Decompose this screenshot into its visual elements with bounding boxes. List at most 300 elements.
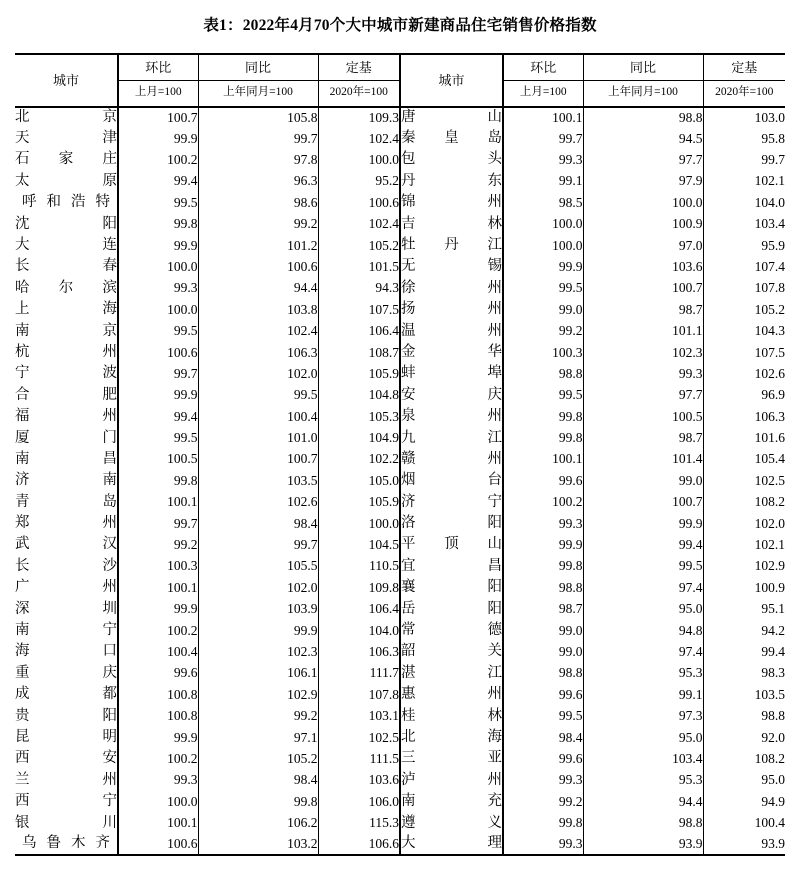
value-hb-right: 99.2	[503, 791, 583, 812]
value-tb-right: 98.7	[583, 299, 703, 320]
city-name-left: 大连	[15, 237, 117, 254]
value-hb-left: 100.6	[118, 342, 198, 363]
value-tb-left: 99.8	[198, 791, 318, 812]
value-db-left: 109.8	[318, 577, 400, 598]
city-name-left: 石家庄	[15, 151, 117, 168]
value-tb-right: 98.8	[583, 812, 703, 833]
city-name-right: 遵义	[401, 814, 502, 831]
value-tb-left: 103.9	[198, 599, 318, 620]
value-db-right: 104.3	[703, 321, 785, 342]
header-group-db-right: 定基	[703, 54, 785, 81]
value-tb-right: 103.6	[583, 256, 703, 277]
header-basis-db-right: 2020年=100	[703, 80, 785, 107]
value-db-right: 95.8	[703, 128, 785, 149]
city-name-left: 济南	[15, 472, 117, 489]
value-hb-right: 99.8	[503, 427, 583, 448]
city-name-right: 扬州	[401, 301, 502, 318]
city-name-right: 平顶山	[401, 536, 502, 553]
value-db-right: 108.2	[703, 748, 785, 769]
value-db-left: 111.5	[318, 748, 400, 769]
value-tb-left: 105.8	[198, 107, 318, 128]
table-row	[15, 748, 785, 769]
value-db-right: 98.8	[703, 706, 785, 727]
value-tb-right: 98.8	[583, 107, 703, 128]
table-row	[15, 727, 785, 748]
value-hb-right: 98.5	[503, 192, 583, 213]
city-name-right: 烟台	[401, 472, 502, 489]
header-group-hb-left: 环比	[118, 54, 198, 81]
city-name-right: 襄阳	[401, 579, 502, 596]
city-name-left: 上海	[15, 301, 117, 318]
value-tb-right: 100.7	[583, 492, 703, 513]
city-name-left: 昆明	[15, 729, 117, 745]
header-city-left: 城市	[15, 54, 118, 107]
value-hb-right: 98.7	[503, 599, 583, 620]
value-tb-left: 102.3	[198, 641, 318, 662]
value-tb-left: 103.5	[198, 470, 318, 491]
table-row	[15, 128, 785, 149]
value-hb-left: 100.0	[118, 791, 198, 812]
value-db-left: 105.2	[318, 235, 400, 256]
city-name-right: 洛阳	[401, 515, 502, 532]
city-name-left: 西安	[15, 750, 117, 767]
city-name-left: 贵阳	[15, 707, 117, 724]
value-hb-left: 99.7	[118, 363, 198, 384]
city-name-right: 徐州	[401, 279, 502, 296]
value-db-left: 102.5	[318, 727, 400, 748]
table-row	[15, 770, 785, 791]
value-tb-left: 105.5	[198, 556, 318, 577]
value-tb-left: 102.9	[198, 684, 318, 705]
value-tb-left: 99.2	[198, 214, 318, 235]
value-hb-right: 99.0	[503, 620, 583, 641]
value-tb-left: 99.7	[198, 534, 318, 555]
value-tb-left: 102.0	[198, 577, 318, 598]
value-db-left: 105.0	[318, 470, 400, 491]
city-name-right: 常德	[401, 622, 502, 639]
city-name-left: 乌鲁木齐	[22, 835, 110, 852]
city-name-right: 泉州	[401, 408, 502, 425]
table-row	[15, 577, 785, 598]
value-hb-left: 100.3	[118, 556, 198, 577]
value-hb-left: 99.9	[118, 128, 198, 149]
city-name-right: 南充	[401, 793, 502, 810]
city-name-left: 沈阳	[15, 215, 117, 232]
value-tb-right: 95.3	[583, 663, 703, 684]
value-db-left: 106.0	[318, 791, 400, 812]
value-db-right: 94.9	[703, 791, 785, 812]
header-basis-hb-left: 上月=100	[118, 80, 198, 107]
value-tb-right: 99.4	[583, 534, 703, 555]
value-hb-left: 99.2	[118, 534, 198, 555]
city-name-right: 大理	[401, 835, 502, 852]
value-hb-left: 99.5	[118, 321, 198, 342]
value-hb-left: 100.0	[118, 299, 198, 320]
value-db-right: 108.2	[703, 492, 785, 513]
city-name-right: 秦皇岛	[401, 130, 502, 147]
value-hb-left: 99.4	[118, 171, 198, 192]
table-row	[15, 620, 785, 641]
value-hb-right: 100.0	[503, 214, 583, 235]
table-row	[15, 385, 785, 406]
value-db-right: 99.4	[703, 641, 785, 662]
value-hb-right: 100.1	[503, 107, 583, 128]
value-hb-right: 99.6	[503, 748, 583, 769]
value-db-right: 95.9	[703, 235, 785, 256]
value-db-left: 104.8	[318, 385, 400, 406]
value-hb-left: 99.3	[118, 278, 198, 299]
value-hb-right: 99.0	[503, 299, 583, 320]
city-name-left: 宁波	[15, 365, 117, 382]
value-db-right: 105.2	[703, 299, 785, 320]
table-body	[15, 107, 785, 856]
value-db-right: 102.1	[703, 534, 785, 555]
value-tb-left: 106.3	[198, 342, 318, 363]
value-db-left: 109.3	[318, 107, 400, 128]
value-tb-left: 100.6	[198, 256, 318, 277]
value-hb-right: 99.6	[503, 470, 583, 491]
value-tb-right: 99.9	[583, 513, 703, 534]
value-db-right: 106.3	[703, 406, 785, 427]
value-db-left: 107.5	[318, 299, 400, 320]
value-hb-right: 99.3	[503, 834, 583, 855]
city-name-left: 南京	[15, 322, 117, 339]
value-hb-right: 99.2	[503, 321, 583, 342]
value-hb-left: 100.2	[118, 620, 198, 641]
value-tb-right: 103.4	[583, 748, 703, 769]
value-db-left: 101.5	[318, 256, 400, 277]
value-hb-left: 100.2	[118, 748, 198, 769]
value-tb-left: 101.0	[198, 427, 318, 448]
value-db-left: 103.1	[318, 706, 400, 727]
city-name-left: 长春	[15, 258, 117, 275]
value-hb-right: 99.8	[503, 812, 583, 833]
table-row	[15, 256, 785, 277]
city-name-right: 金华	[401, 343, 502, 360]
value-hb-left: 99.8	[118, 214, 198, 235]
value-db-left: 105.3	[318, 406, 400, 427]
city-name-right: 泸州	[401, 771, 502, 788]
value-db-right: 100.4	[703, 812, 785, 833]
table-container	[15, 53, 785, 857]
value-db-left: 111.7	[318, 663, 400, 684]
table-row	[15, 556, 785, 577]
city-name-right: 湛江	[401, 664, 502, 681]
value-hb-left: 99.5	[118, 192, 198, 213]
city-name-left: 武汉	[15, 536, 117, 553]
city-name-right: 蚌埠	[401, 365, 502, 382]
city-name-right: 桂林	[401, 707, 502, 724]
city-name-left: 青岛	[15, 493, 117, 510]
table-row	[15, 363, 785, 384]
city-name-right: 岳阳	[401, 600, 502, 617]
value-tb-left: 99.5	[198, 385, 318, 406]
header-group-db-left: 定基	[318, 54, 400, 81]
value-tb-left: 100.7	[198, 449, 318, 470]
value-db-right: 99.7	[703, 149, 785, 170]
value-tb-left: 102.0	[198, 363, 318, 384]
value-db-left: 104.0	[318, 620, 400, 641]
city-name-left: 郑州	[15, 515, 117, 532]
header-group-hb-right: 环比	[503, 54, 583, 81]
city-name-left: 兰州	[15, 771, 117, 788]
value-tb-left: 94.4	[198, 278, 318, 299]
value-hb-left: 99.8	[118, 470, 198, 491]
table-row	[15, 192, 785, 213]
value-hb-left: 99.9	[118, 599, 198, 620]
value-hb-left: 100.0	[118, 256, 198, 277]
value-hb-right: 99.3	[503, 149, 583, 170]
city-name-left: 天津	[15, 130, 117, 147]
value-db-left: 103.6	[318, 770, 400, 791]
value-db-right: 94.2	[703, 620, 785, 641]
value-db-left: 100.0	[318, 513, 400, 534]
value-hb-left: 99.6	[118, 663, 198, 684]
value-db-right: 103.5	[703, 684, 785, 705]
table-row	[15, 321, 785, 342]
value-hb-right: 100.1	[503, 449, 583, 470]
value-db-left: 102.4	[318, 214, 400, 235]
value-hb-right: 99.3	[503, 770, 583, 791]
value-tb-right: 100.5	[583, 406, 703, 427]
city-name-left: 成都	[15, 686, 117, 703]
city-name-right: 安庆	[401, 386, 502, 403]
value-db-right: 98.3	[703, 663, 785, 684]
value-tb-right: 100.7	[583, 278, 703, 299]
value-hb-left: 100.8	[118, 684, 198, 705]
table-row	[15, 278, 785, 299]
table-row	[15, 449, 785, 470]
value-hb-left: 100.6	[118, 834, 198, 855]
table-header	[15, 54, 785, 107]
value-tb-left: 102.4	[198, 321, 318, 342]
header-group-tb-left: 同比	[198, 54, 318, 81]
city-name-left: 深圳	[15, 600, 117, 617]
value-db-left: 94.3	[318, 278, 400, 299]
value-db-left: 95.2	[318, 171, 400, 192]
value-db-left: 107.8	[318, 684, 400, 705]
value-db-right: 104.0	[703, 192, 785, 213]
table-row	[15, 534, 785, 555]
value-tb-right: 99.3	[583, 363, 703, 384]
value-db-right: 107.4	[703, 256, 785, 277]
value-tb-left: 97.1	[198, 727, 318, 748]
value-db-right: 96.9	[703, 385, 785, 406]
value-db-right: 102.9	[703, 556, 785, 577]
city-name-left: 广州	[15, 579, 117, 596]
header-basis-db-left: 2020年=100	[318, 80, 400, 107]
value-hb-right: 98.8	[503, 663, 583, 684]
value-db-left: 100.0	[318, 149, 400, 170]
value-hb-right: 100.0	[503, 235, 583, 256]
value-tb-left: 106.2	[198, 812, 318, 833]
value-tb-right: 100.0	[583, 192, 703, 213]
table-row	[15, 812, 785, 833]
table-row	[15, 663, 785, 684]
value-hb-left: 99.7	[118, 513, 198, 534]
value-db-left: 106.6	[318, 834, 400, 855]
value-hb-right: 99.9	[503, 256, 583, 277]
table-row	[15, 684, 785, 705]
value-hb-right: 98.4	[503, 727, 583, 748]
table-row	[15, 492, 785, 513]
value-tb-right: 99.5	[583, 556, 703, 577]
table-row	[15, 342, 785, 363]
value-hb-right: 99.5	[503, 278, 583, 299]
value-db-left: 104.5	[318, 534, 400, 555]
value-tb-right: 101.1	[583, 321, 703, 342]
table-row	[15, 406, 785, 427]
city-name-left: 南昌	[15, 450, 117, 467]
value-tb-left: 106.1	[198, 663, 318, 684]
value-hb-right: 99.0	[503, 641, 583, 662]
value-tb-right: 102.3	[583, 342, 703, 363]
value-tb-right: 99.1	[583, 684, 703, 705]
value-tb-left: 98.4	[198, 770, 318, 791]
city-name-right: 无锡	[401, 258, 502, 275]
value-tb-right: 99.0	[583, 470, 703, 491]
value-db-left: 105.9	[318, 363, 400, 384]
city-name-left: 西宁	[15, 793, 117, 810]
value-tb-left: 102.6	[198, 492, 318, 513]
table-row	[15, 107, 785, 128]
value-tb-right: 98.7	[583, 427, 703, 448]
city-name-left: 杭州	[15, 343, 117, 360]
value-db-left: 104.9	[318, 427, 400, 448]
value-hb-left: 99.9	[118, 727, 198, 748]
value-hb-right: 99.7	[503, 128, 583, 149]
value-hb-left: 100.1	[118, 492, 198, 513]
value-tb-left: 105.2	[198, 748, 318, 769]
value-db-right: 100.9	[703, 577, 785, 598]
city-name-left: 太原	[15, 172, 117, 189]
value-tb-right: 100.9	[583, 214, 703, 235]
value-tb-right: 101.4	[583, 449, 703, 470]
value-db-left: 106.4	[318, 599, 400, 620]
value-db-left: 108.7	[318, 342, 400, 363]
city-name-left: 海口	[15, 643, 117, 660]
value-db-right: 103.0	[703, 107, 785, 128]
value-hb-right: 99.3	[503, 513, 583, 534]
value-hb-right: 100.3	[503, 342, 583, 363]
header-row-group	[15, 54, 785, 81]
city-name-left: 长沙	[15, 557, 117, 574]
value-hb-right: 98.8	[503, 577, 583, 598]
page-title: 表1：2022年4月70个大中城市新建商品住宅销售价格指数	[203, 17, 597, 34]
value-db-right: 103.4	[703, 214, 785, 235]
value-tb-left: 98.6	[198, 192, 318, 213]
city-name-left: 厦门	[15, 429, 117, 446]
value-db-right: 93.9	[703, 834, 785, 855]
value-db-right: 107.5	[703, 342, 785, 363]
city-name-left: 重庆	[15, 664, 117, 681]
header-basis-tb-left: 上年同月=100	[198, 80, 318, 107]
table-row	[15, 706, 785, 727]
city-name-left: 南宁	[15, 622, 117, 639]
value-tb-left: 99.9	[198, 620, 318, 641]
value-hb-right: 98.8	[503, 363, 583, 384]
table-row	[15, 427, 785, 448]
value-tb-right: 95.3	[583, 770, 703, 791]
city-name-right: 济宁	[401, 493, 502, 510]
value-tb-right: 94.5	[583, 128, 703, 149]
table-row	[15, 470, 785, 491]
value-hb-right: 100.2	[503, 492, 583, 513]
value-db-right: 95.1	[703, 599, 785, 620]
value-db-right: 101.6	[703, 427, 785, 448]
value-hb-left: 100.2	[118, 149, 198, 170]
value-tb-right: 97.7	[583, 149, 703, 170]
table-row	[15, 299, 785, 320]
value-tb-left: 101.2	[198, 235, 318, 256]
value-db-left: 102.4	[318, 128, 400, 149]
value-tb-left: 99.7	[198, 128, 318, 149]
value-tb-right: 97.4	[583, 641, 703, 662]
value-db-right: 105.4	[703, 449, 785, 470]
value-tb-right: 97.3	[583, 706, 703, 727]
price-index-table	[15, 53, 785, 857]
value-tb-left: 99.2	[198, 706, 318, 727]
value-db-left: 106.3	[318, 641, 400, 662]
table-row	[15, 235, 785, 256]
city-name-left: 北京	[15, 109, 117, 126]
value-hb-right: 99.5	[503, 706, 583, 727]
table-row	[15, 641, 785, 662]
value-tb-left: 98.4	[198, 513, 318, 534]
value-tb-right: 94.4	[583, 791, 703, 812]
value-db-left: 106.4	[318, 321, 400, 342]
value-tb-left: 97.8	[198, 149, 318, 170]
value-tb-right: 97.7	[583, 385, 703, 406]
city-name-right: 吉林	[401, 215, 502, 232]
value-hb-left: 99.9	[118, 235, 198, 256]
value-tb-right: 97.0	[583, 235, 703, 256]
table-row	[15, 214, 785, 235]
city-name-left: 哈尔滨	[15, 279, 117, 296]
city-name-right: 唐山	[401, 109, 502, 126]
value-hb-right: 99.9	[503, 534, 583, 555]
table-row	[15, 149, 785, 170]
value-hb-right: 99.1	[503, 171, 583, 192]
value-tb-right: 95.0	[583, 727, 703, 748]
value-db-left: 110.5	[318, 556, 400, 577]
value-tb-right: 97.4	[583, 577, 703, 598]
header-group-tb-right: 同比	[583, 54, 703, 81]
value-hb-left: 99.4	[118, 406, 198, 427]
value-tb-left: 96.3	[198, 171, 318, 192]
city-name-left: 福州	[15, 408, 117, 425]
value-db-right: 102.5	[703, 470, 785, 491]
city-name-left: 合肥	[15, 386, 117, 403]
value-hb-right: 99.6	[503, 684, 583, 705]
value-hb-left: 99.3	[118, 770, 198, 791]
value-hb-left: 100.5	[118, 449, 198, 470]
city-name-right: 韶关	[401, 643, 502, 660]
city-name-right: 北海	[401, 729, 502, 745]
value-hb-left: 100.1	[118, 577, 198, 598]
header-city-right: 城市	[400, 54, 503, 107]
city-name-right: 锦州	[401, 194, 502, 211]
city-name-right: 惠州	[401, 686, 502, 703]
value-hb-left: 100.8	[118, 706, 198, 727]
value-db-left: 115.3	[318, 812, 400, 833]
value-hb-left: 100.4	[118, 641, 198, 662]
value-hb-right: 99.5	[503, 385, 583, 406]
value-tb-left: 103.8	[198, 299, 318, 320]
value-hb-left: 99.9	[118, 385, 198, 406]
table-row	[15, 171, 785, 192]
table-row	[15, 834, 785, 855]
